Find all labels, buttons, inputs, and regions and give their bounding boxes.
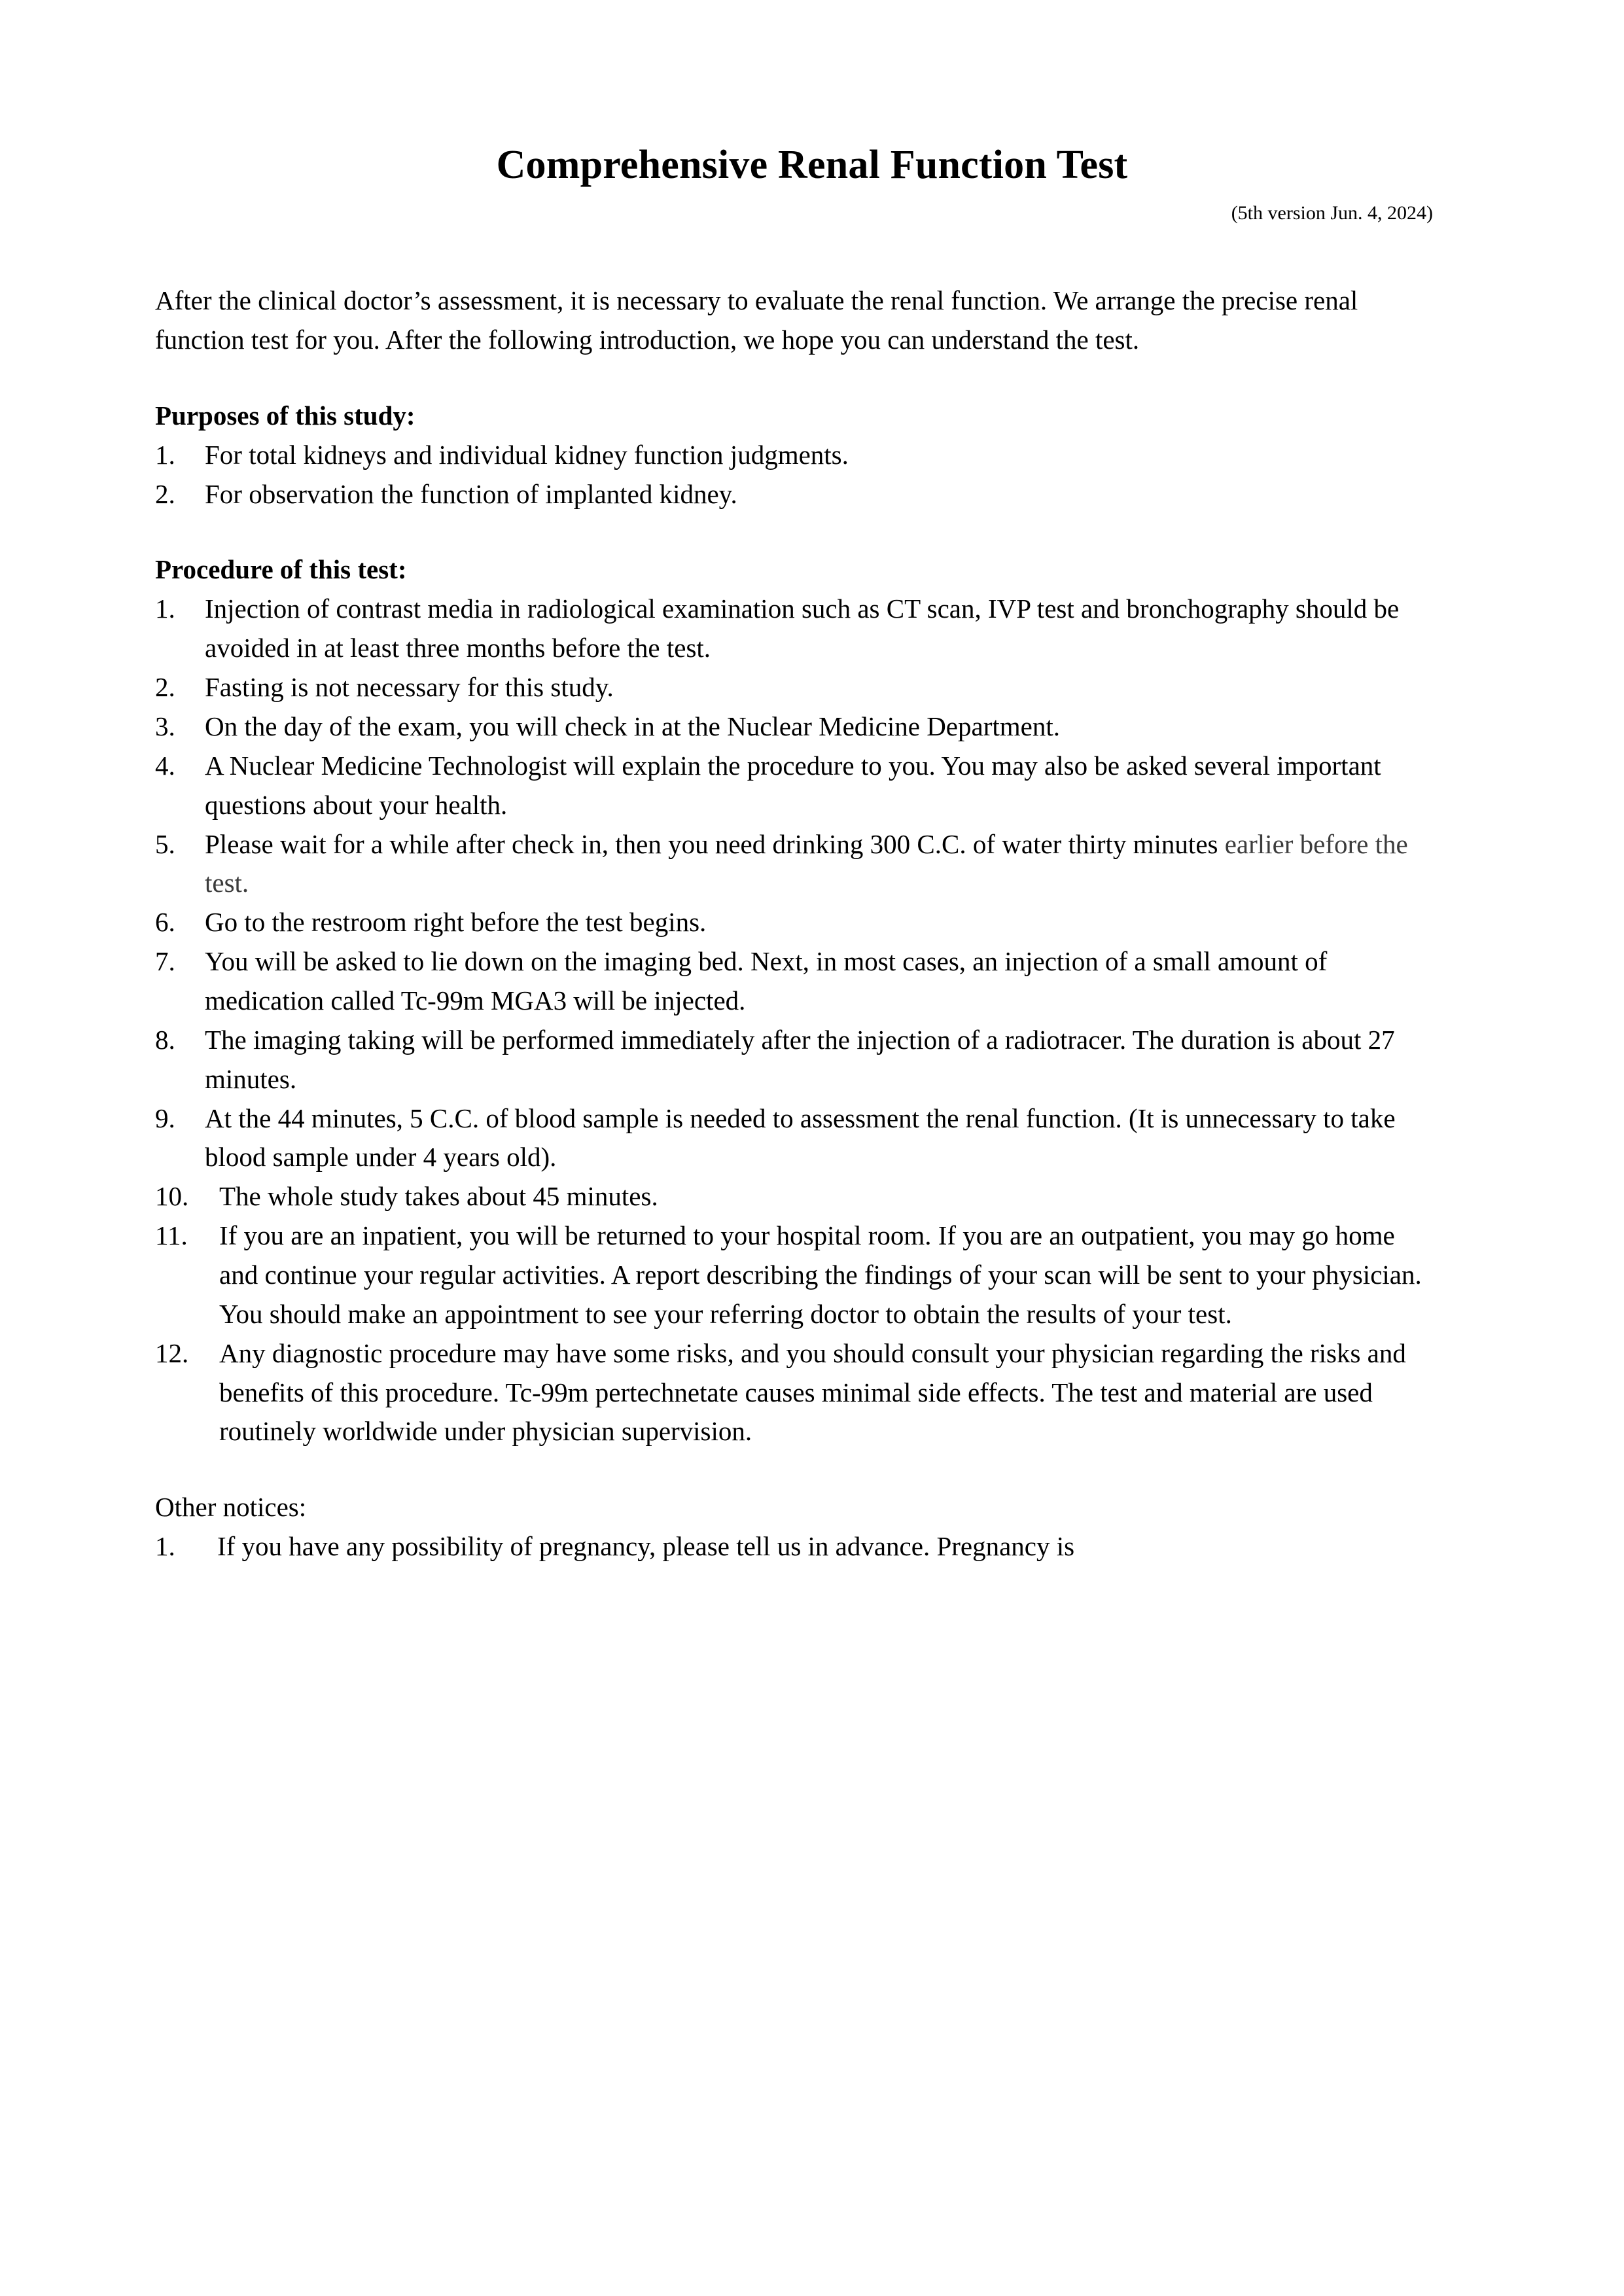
list-item-text: A Nuclear Medicine Technologist will explain the procedure to you. You may also be asked several important questions about your health. bbox=[205, 750, 1381, 820]
list-item-text: The imaging taking will be performed immediately after the injection of a radiotracer. The duration is about 27 minutes. bbox=[205, 1024, 1395, 1094]
list-marker: 4. bbox=[155, 750, 175, 781]
list-marker: 6. bbox=[155, 907, 175, 938]
other-notices-heading: Other notices: bbox=[155, 1492, 307, 1523]
list-marker: 7. bbox=[155, 946, 175, 977]
list-item-text: If you are an inpatient, you will be returned to your hospital room. If you are an outpatient, you may go home and continue your regular activities. A report describing the findings of your scan will be sent to your physician. You should make an appointment to see your referring doctor to obtain the results of your test. bbox=[219, 1220, 1422, 1329]
purposes-list bbox=[155, 436, 1436, 514]
title-block bbox=[0, 0, 1624, 225]
list-item-text: If you have any possibility of pregnancy, please tell us in advance. Pregnancy is bbox=[217, 1531, 1075, 1562]
list-marker: 2. bbox=[155, 478, 175, 509]
list-marker: 2. bbox=[155, 672, 175, 703]
list-item bbox=[155, 707, 1436, 747]
list-item bbox=[155, 1021, 1436, 1099]
section-procedure bbox=[155, 550, 1436, 1451]
list-item bbox=[155, 475, 1436, 514]
list-item bbox=[155, 903, 1436, 942]
purposes-heading: Purposes of this study: bbox=[155, 400, 415, 431]
list-marker: 1. bbox=[155, 593, 175, 624]
procedure-list bbox=[155, 590, 1436, 1451]
list-marker: 9. bbox=[155, 1103, 175, 1133]
list-item-text: Go to the restroom right before the test begins. bbox=[205, 907, 707, 938]
list-item-text: For total kidneys and individual kidney function judgments. bbox=[205, 439, 849, 470]
section-purposes bbox=[155, 397, 1436, 514]
list-item-text: Injection of contrast media in radiological examination such as CT scan, IVP test and bronchography should be avoided in at least three months before the test. bbox=[205, 593, 1400, 663]
version-note: (5th version Jun. 4, 2024) bbox=[1231, 202, 1433, 224]
list-item bbox=[155, 668, 1436, 707]
list-marker: 1. bbox=[155, 439, 175, 470]
list-item bbox=[155, 825, 1436, 904]
list-item-text-faded: earlier before the test. bbox=[205, 828, 1408, 898]
list-item bbox=[155, 942, 1436, 1021]
list-item-text: The whole study takes about 45 minutes. bbox=[219, 1181, 658, 1212]
list-item-text: On the day of the exam, you will check in at the Nuclear Medicine Department. bbox=[205, 711, 1060, 741]
list-marker: 1. bbox=[155, 1531, 175, 1562]
list-item bbox=[155, 1177, 1436, 1216]
other-notices-list bbox=[155, 1527, 1436, 1566]
list-item bbox=[155, 590, 1436, 668]
list-item bbox=[155, 1527, 1436, 1566]
list-item bbox=[155, 747, 1436, 825]
document-body bbox=[155, 281, 1436, 1566]
list-marker: 5. bbox=[155, 828, 175, 859]
list-item-text: For observation the function of implanted kidney. bbox=[205, 478, 737, 509]
list-marker: 12. bbox=[155, 1337, 189, 1368]
procedure-heading: Procedure of this test: bbox=[155, 554, 407, 585]
list-item bbox=[155, 436, 1436, 475]
section-other-notices bbox=[155, 1488, 1436, 1566]
intro-paragraph bbox=[155, 281, 1436, 360]
list-marker: 11. bbox=[155, 1220, 188, 1251]
list-item-text: At the 44 minutes, 5 C.C. of blood sample is needed to assessment the renal function. (It is unnecessary to take blood sample under 4 years old). bbox=[205, 1103, 1396, 1173]
list-item bbox=[155, 1099, 1436, 1178]
list-marker: 10. bbox=[155, 1181, 189, 1212]
intro-text: After the clinical doctor’s assessment, it is necessary to evaluate the renal function. We arrange the precise renal function test for you. After the following introduction, we hope you can understand the test. bbox=[155, 285, 1358, 355]
list-item bbox=[155, 1334, 1436, 1452]
list-item-text: Please wait for a while after check in, then you need drinking 300 C.C. of water thirty minutes bbox=[205, 828, 1225, 859]
list-item bbox=[155, 1216, 1436, 1334]
page-title: Comprehensive Renal Function Test bbox=[496, 143, 1128, 187]
list-item-text: Any diagnostic procedure may have some risks, and you should consult your physician regarding the risks and benefits of this procedure. Tc-99m pertechnetate causes minimal side effects. The test and material are used routinely worldwide under physician supervision. bbox=[219, 1337, 1406, 1447]
list-item-text: Fasting is not necessary for this study. bbox=[205, 672, 614, 703]
list-marker: 3. bbox=[155, 711, 175, 741]
list-marker: 8. bbox=[155, 1024, 175, 1055]
list-item-text: You will be asked to lie down on the imaging bed. Next, in most cases, an injection of a small amount of medication called Tc-99m MGA3 will be injected. bbox=[205, 946, 1328, 1016]
